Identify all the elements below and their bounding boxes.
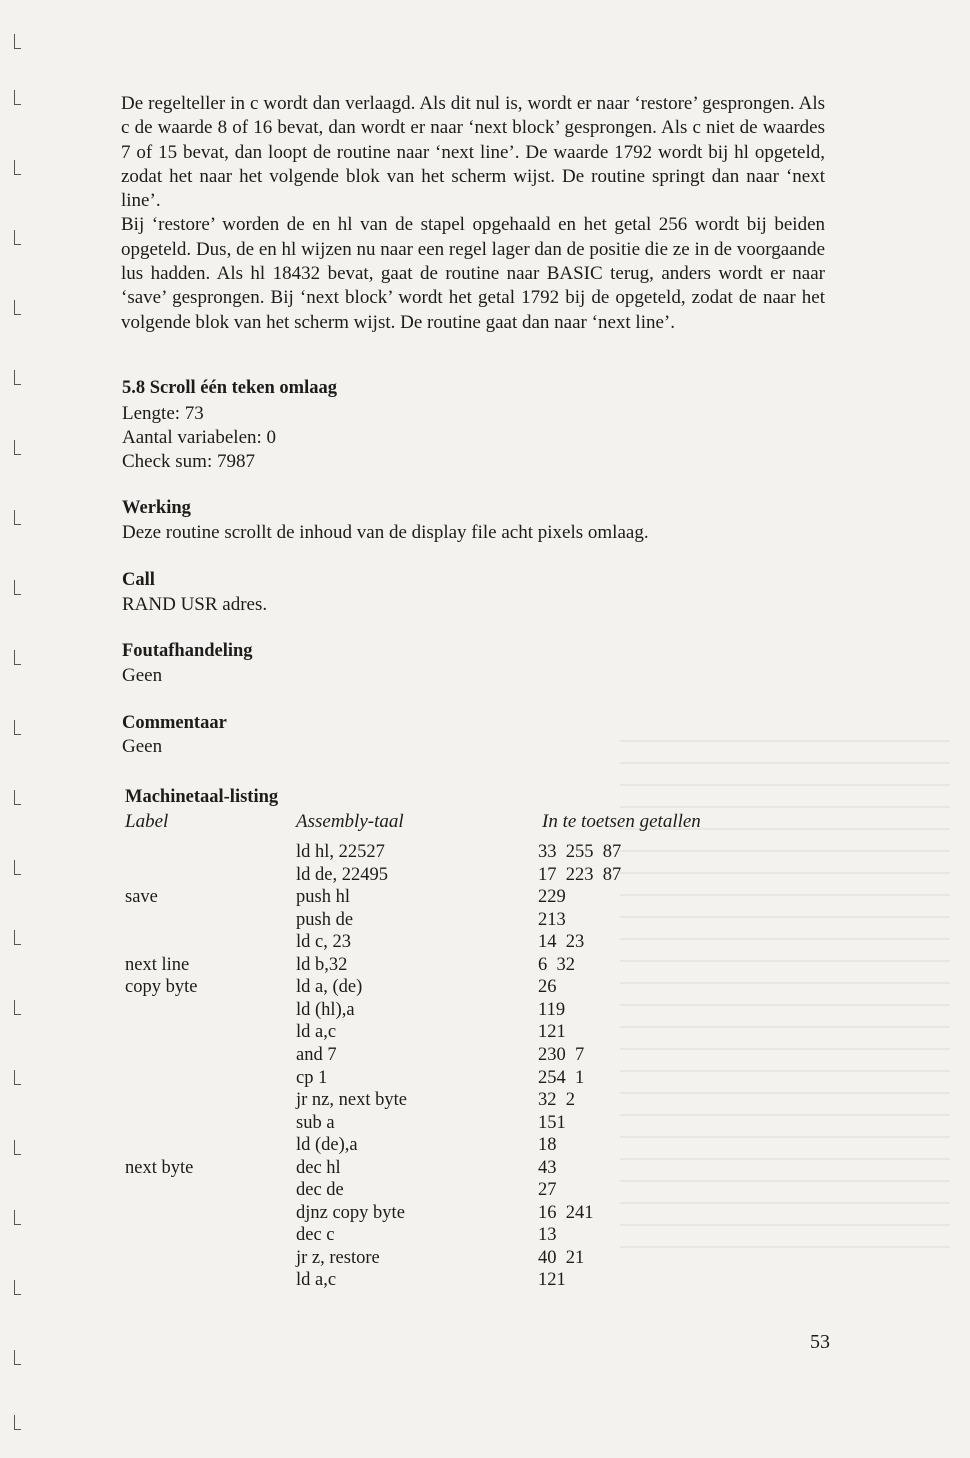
listing-label: save [125,887,158,908]
listing-numbers: 16 241 [538,1202,594,1223]
listing-assembly: ld a, (de) [296,977,363,998]
commentaar-text: Geen [122,736,163,757]
listing-label: copy byte [125,977,198,998]
column-header-assembly: Assembly-taal [296,811,404,832]
listing-assembly: ld c, 23 [296,932,351,953]
binding-mark [14,1000,21,1015]
listing-numbers: 40 21 [538,1247,585,1268]
binding-margin [0,0,40,1458]
listing-label: next line [125,954,190,975]
listing-assembly: jr z, restore [296,1247,380,1268]
column-header-label: Label [125,811,169,832]
listing-assembly: ld (hl),a [296,999,355,1020]
listing-numbers: 17 223 87 [538,864,622,885]
listing-numbers: 26 [538,977,557,998]
binding-mark [14,370,21,385]
binding-mark [14,650,21,665]
listing-assembly: push hl [296,887,350,908]
listing-numbers: 121 [538,1270,566,1291]
listing-assembly: ld de, 22495 [296,864,388,885]
intro-text [121,92,825,335]
listing-assembly: sub a [296,1112,335,1133]
listing-numbers: 119 [538,999,566,1020]
listing-numbers: 151 [538,1112,566,1133]
listing-numbers: 13 [538,1225,557,1246]
binding-mark [14,300,21,315]
listing-numbers: 43 [538,1157,557,1178]
listing-label: next byte [125,1157,194,1178]
listing-numbers: 213 [538,909,566,930]
binding-mark [14,510,21,525]
listing-numbers: 121 [538,1022,566,1043]
binding-mark [14,720,21,735]
listing-assembly: push de [296,909,354,930]
werking-text: Deze routine scrollt de inhoud van de display file acht pixels omlaag. [122,522,649,543]
binding-mark [14,440,21,455]
binding-mark [14,580,21,595]
listing-assembly: djnz copy byte [296,1202,405,1223]
binding-mark [14,34,21,49]
length-line: Lengte: 73 [122,403,204,424]
binding-mark [14,1140,21,1155]
binding-mark [14,1415,21,1430]
binding-mark [14,930,21,945]
listing-numbers: 32 2 [538,1090,575,1111]
binding-mark [14,860,21,875]
listing-assembly: dec c [296,1225,335,1246]
binding-mark [14,160,21,175]
listing-heading: Machinetaal-listing [125,787,279,807]
listing-assembly: and 7 [296,1044,337,1065]
listing-assembly: ld (de),a [296,1135,358,1156]
foutafhandeling-heading: Foutafhandeling [122,641,253,661]
call-text: RAND USR adres. [122,594,268,615]
listing-assembly: ld hl, 22527 [296,842,385,862]
werking-heading: Werking [122,498,191,518]
listing-assembly: ld a,c [296,1022,337,1043]
binding-mark [14,1280,21,1295]
binding-mark [14,1210,21,1225]
listing-numbers: 14 23 [538,932,585,953]
variables-line: Aantal variabelen: 0 [122,427,277,448]
foutafhandeling-text: Geen [122,665,163,686]
listing-numbers: 254 1 [538,1067,585,1088]
intro-paragraph-2: Bij ‘restore’ worden de en hl van de stapel opgehaald en het getal 256 wordt bij beiden opgeteld. Dus, de en hl wijzen nu naar een regel lager dan de positie die ze in de voorgaande lus hadden. Als hl 18432 bevat, gaat de routine naar BASIC terug, anders wordt er naar ‘save’ gesprongen. Bij ‘next block’ wordt het getal 1792 bij de opgeteld, zodat de naar het volgende blok van het scherm wijst. De routine gaat dan naar ‘next line’. [121,214,825,333]
binding-mark [14,790,21,805]
listing-assembly: cp 1 [296,1067,328,1088]
listing-assembly: dec de [296,1180,344,1201]
listing-numbers: 230 7 [538,1044,585,1065]
column-header-numbers: In te toetsen getallen [542,811,701,832]
binding-mark [14,1350,21,1365]
listing-assembly: ld a,c [296,1270,337,1291]
listing-numbers: 33 255 87 [538,842,622,862]
binding-mark [14,230,21,245]
listing-numbers: 229 [538,887,566,908]
listing-numbers: 6 32 [538,954,575,975]
commentaar-heading: Commentaar [122,713,227,733]
listing-assembly: dec hl [296,1157,341,1178]
page-number: 53 [810,1331,830,1353]
listing-assembly: jr nz, next byte [296,1090,407,1111]
listing-numbers: 27 [538,1180,557,1201]
section-title: 5.8 Scroll één teken omlaag [122,378,337,398]
listing-numbers: 18 [538,1135,557,1156]
binding-mark [14,90,21,105]
listing-assembly: ld b,32 [296,954,348,975]
binding-mark [14,1070,21,1085]
checksum-line: Check sum: 7987 [122,451,255,472]
call-heading: Call [122,570,155,590]
intro-paragraph-1: De regelteller in c wordt dan verlaagd. Als dit nul is, wordt er naar ‘restore’ gesprongen. Als c de waarde 8 of 16 bevat, dan wordt er naar ‘next block’ gesprongen. Als c niet de waardes 7 of 15 bevat, dan loopt de routine naar ‘next line’. De waarde 1792 wordt bij hl opgeteld, zodat het naar het volgende blok van het scherm wijst. De routine springt dan naar ‘next line’. [121,93,825,212]
